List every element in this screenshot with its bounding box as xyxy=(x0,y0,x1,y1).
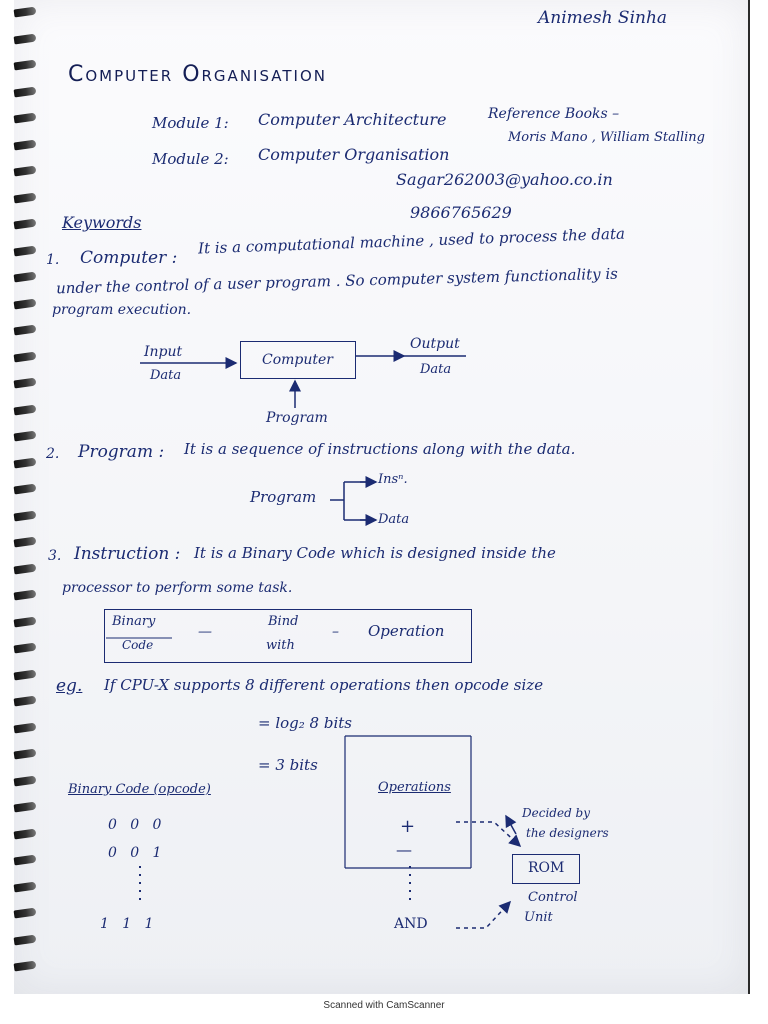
opcode-row-1: 0 0 0 xyxy=(108,817,162,833)
item-3-number: 3. xyxy=(48,548,62,564)
decided-arrow xyxy=(506,816,516,834)
reference-heading: Reference Books – xyxy=(488,106,620,122)
page-title: Computer Organisation xyxy=(68,62,327,87)
example-eg: eg. xyxy=(56,676,83,696)
control-unit-line-1: Control xyxy=(528,890,578,905)
item-1-line-2: under the control of a user program . So computer system functionality is xyxy=(55,264,619,298)
binary-box-dash-2: – xyxy=(332,624,339,640)
diagram2-program-label: Program xyxy=(250,488,317,506)
module-2-label: Module 2: xyxy=(152,150,229,168)
module-1-label: Module 1: xyxy=(152,114,229,132)
diagram2-instruction-label: Insⁿ. xyxy=(378,472,408,487)
module-1-name: Computer Architecture xyxy=(258,110,447,129)
operation-plus: + xyxy=(400,816,416,837)
contact-phone: 9866765629 xyxy=(410,203,512,222)
opcode-row-2: 0 0 1 xyxy=(108,845,162,861)
contact-email: Sagar262003@yahoo.co.in xyxy=(396,170,613,189)
plus-to-decided-arrow xyxy=(456,822,520,846)
rom-label: ROM xyxy=(528,860,565,876)
diagram1-input-label: Input xyxy=(144,344,183,360)
and-to-control-arrow xyxy=(456,902,510,928)
example-eq-1: = log₂ 8 bits xyxy=(258,714,352,732)
item-1-term: Computer : xyxy=(80,248,178,268)
diagram1-program-label: Program xyxy=(266,410,328,426)
bind-with-bottom: with xyxy=(266,638,295,653)
item-3-term: Instruction : xyxy=(74,544,181,564)
example-line: If CPU-X supports 8 different operations then opcode size xyxy=(104,676,544,694)
binary-box-dash-1: — xyxy=(198,624,212,640)
operation-minus: — xyxy=(396,840,412,859)
diagram1-output-data-label: Data xyxy=(420,362,452,377)
item-2-line-1: It is a sequence of instructions along with the data. xyxy=(184,440,576,458)
binary-code-top: Binary xyxy=(112,614,156,629)
reference-books: Moris Mano , William Stalling xyxy=(508,130,705,145)
keywords-heading: Keywords xyxy=(62,213,142,232)
author-name: Animesh Sinha xyxy=(538,8,668,28)
decided-by-line-2: the designers xyxy=(526,826,609,840)
item-1-line-1: It is a computational machine , used to process the data xyxy=(197,224,626,258)
scanner-footer: Scanned with CamScanner xyxy=(323,1000,445,1011)
item-2-term: Program : xyxy=(78,442,165,462)
diagram1-computer-label: Computer xyxy=(262,352,333,368)
example-eq-2: = 3 bits xyxy=(258,756,318,774)
opcode-heading: Binary Code (opcode) xyxy=(68,782,211,797)
decided-by-line-1: Decided by xyxy=(522,806,591,820)
item-3-line-1: It is a Binary Code which is designed inside the xyxy=(194,544,556,562)
operation-label: Operation xyxy=(368,622,445,640)
diagram2-data-label: Data xyxy=(378,512,410,527)
binary-code-bottom: Code xyxy=(122,638,154,652)
operation-and: AND xyxy=(394,916,428,932)
item-3-line-2: processor to perform some task. xyxy=(62,580,293,596)
item-2-number: 2. xyxy=(46,446,60,462)
opcode-row-3: 1 1 1 xyxy=(100,916,154,932)
operations-heading: Operations xyxy=(378,780,451,795)
item-1-number: 1. xyxy=(46,252,60,268)
diagram1-input-data-label: Data xyxy=(150,368,182,383)
bind-with-top: Bind xyxy=(268,614,299,629)
diagram2-bracket xyxy=(330,482,374,520)
diagram1-output-label: Output xyxy=(410,336,460,352)
control-unit-line-2: Unit xyxy=(524,910,553,925)
module-2-name: Computer Organisation xyxy=(258,145,450,164)
item-1-line-3: program execution. xyxy=(52,302,192,318)
